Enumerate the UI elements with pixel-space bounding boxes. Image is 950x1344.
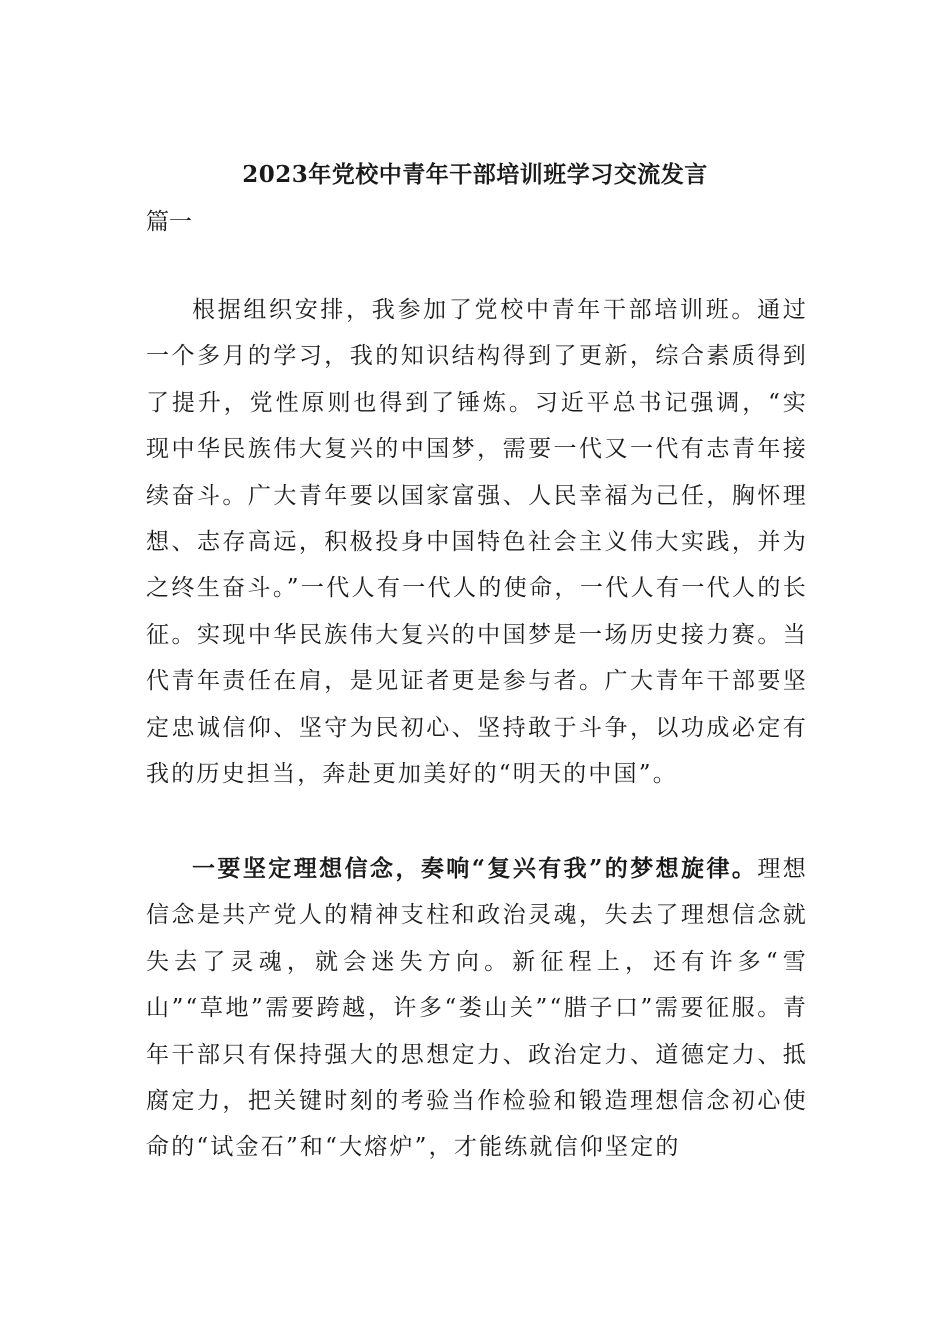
paragraph-point-one-heading: 一要坚定理想信念，奏响“复兴有我”的梦想旋律。 — [192, 855, 758, 882]
paragraph-point-one — [146, 846, 808, 1171]
paragraph-point-one-body: 理想信念是共产党人的精神支柱和政治灵魂，失去了理想信念就失去了灵魂，就会迷失方向。新征程上，还有许多“雪山”“草地”需要跨越，许多“娄山关”“腊子口”需要征服。青年干部只有保持强大的思想定力、政治定力、道德定力、抵腐定力，把关键时刻的考验当作检验和锻造理想信念初心使命的“试金石”和“大熔炉”，才能练就信仰坚定的 — [146, 856, 809, 1161]
document-title: 2023年党校中青年干部培训班学习交流发言 — [242, 161, 708, 188]
paragraph-intro: 根据组织安排，我参加了党校中青年干部培训班。通过一个多月的学习，我的知识结构得到了更新，综合素质得到了提升，党性原则也得到了锤炼。习近平总书记强调，“实现中华民族伟大复兴的中国梦，需要一代又一代有志青年接续奋斗。广大青年要以国家富强、人民幸福为己任，胸怀理想、志存高远，积极投身中国特色社会主义伟大实践，并为之终生奋斗。”一代人有一代人的使命，一代人有一代人的长征。实现中华民族伟大复兴的中国梦是一场历史接力赛。当代青年责任在肩，是见证者更是参与者。广大青年干部要坚定忠诚信仰、坚守为民初心、坚持敢于斗争，以功成必定有我的历史担当，奔赴更加美好的“明天的中国”。 — [146, 297, 808, 788]
section-label: 篇一 — [146, 209, 192, 235]
